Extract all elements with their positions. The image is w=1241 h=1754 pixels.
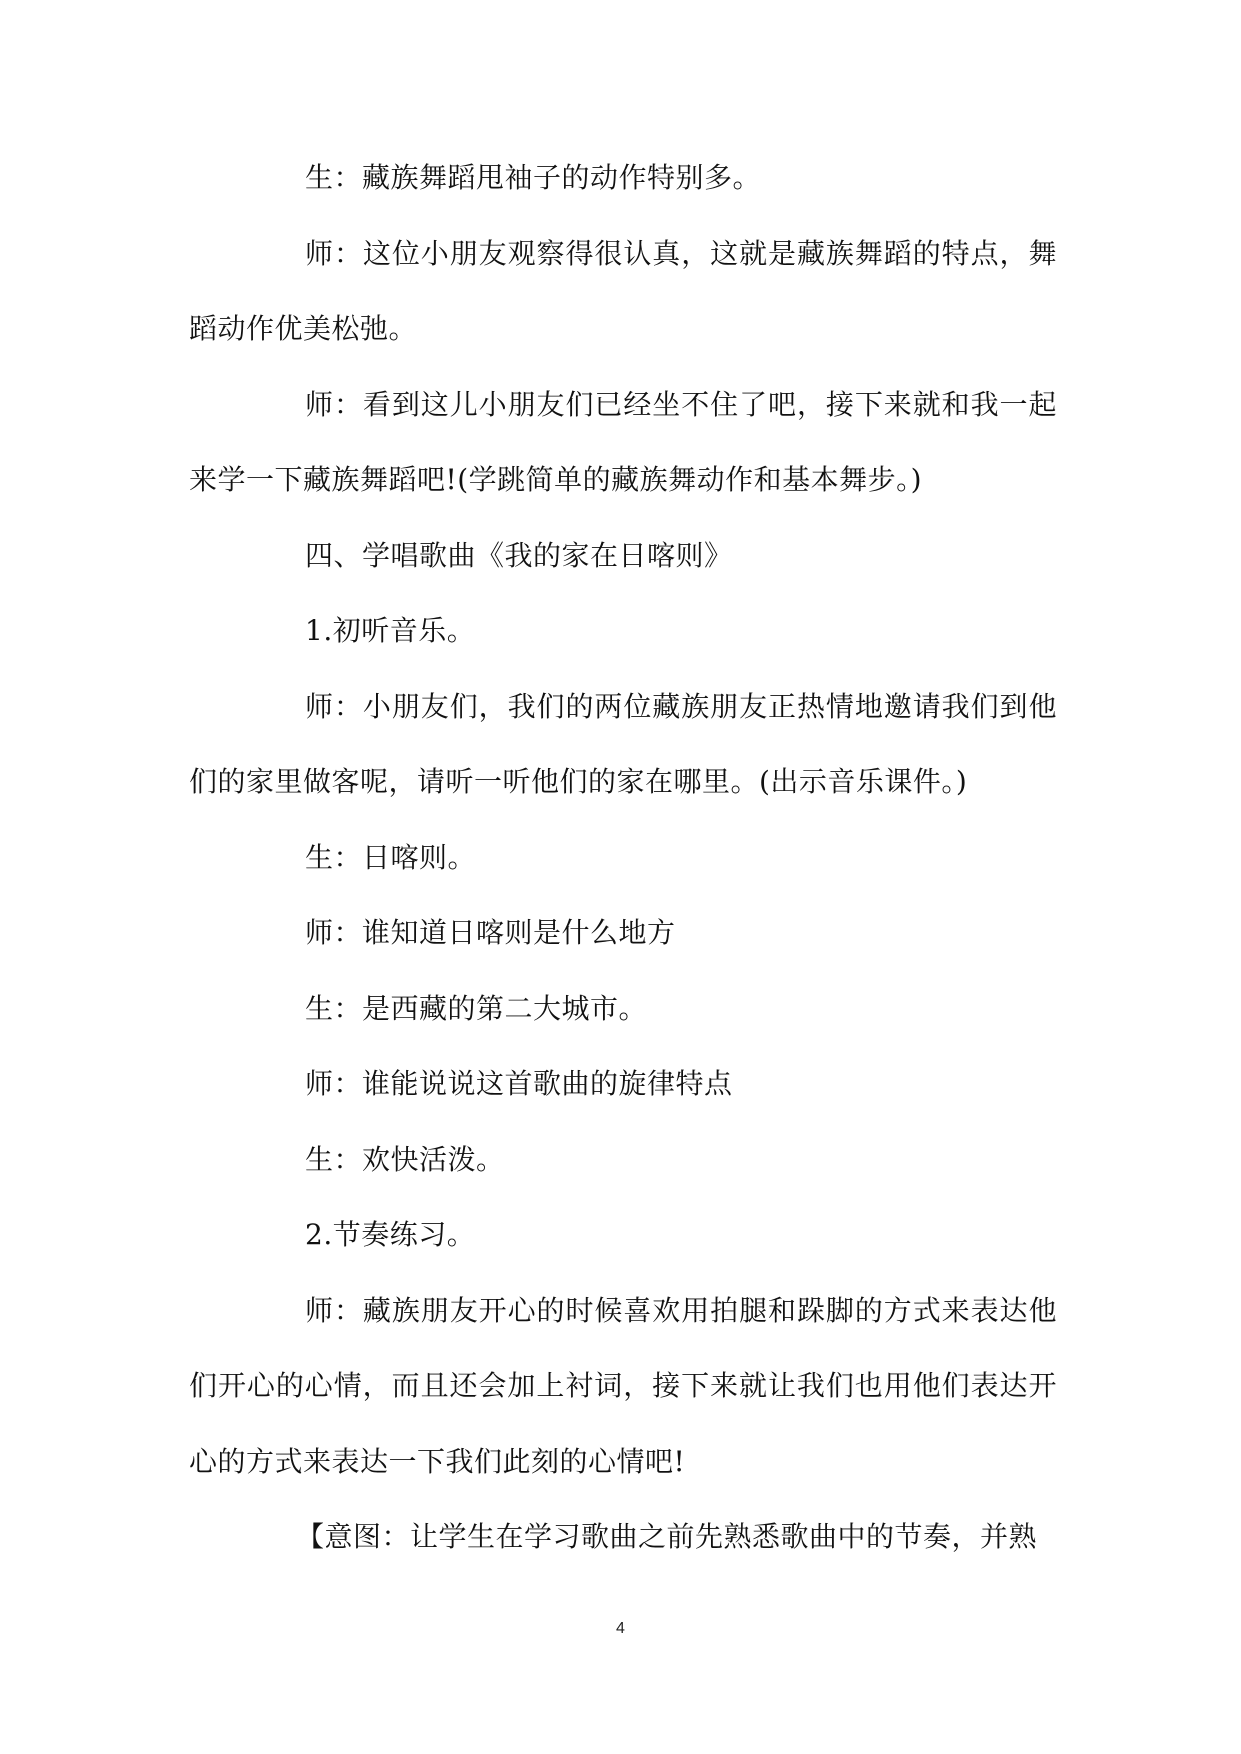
paragraph: 师：谁能说说这首歌曲的旋律特点 <box>305 1067 733 1100</box>
paragraph: 师：藏族朋友开心的时候喜欢用拍腿和跺脚的方式来表达他们开心的心情，而且还会加上衬词，接下来就让我们也用他们表达开心的方式来表达一下我们此刻的心情吧! <box>189 1293 1057 1478</box>
paragraph: 生：是西藏的第二大城市。 <box>305 991 648 1025</box>
intent-note: 【意图：让学生在学习歌曲之前先熟悉歌曲中的节奏，并熟 <box>296 1520 1038 1553</box>
paragraph: 师：这位小朋友观察得很认真，这就是藏族舞蹈的特点，舞蹈动作优美松弛。 <box>189 236 1057 345</box>
step-heading: 2.节奏练习。 <box>305 1218 476 1251</box>
page-number: 4 <box>616 1620 625 1637</box>
paragraph: 师：小朋友们，我们的两位藏族朋友正热情地邀请我们到他们的家里做客呢，请听一听他们的家在哪里。(出示音乐课件。) <box>189 689 1057 798</box>
document-body <box>189 140 1057 1575</box>
paragraph: 师：谁知道日喀则是什么地方 <box>305 916 676 949</box>
section-heading: 四、学唱歌曲《我的家在日喀则》 <box>305 538 733 572</box>
paragraph: 生：藏族舞蹈甩袖子的动作特别多。 <box>305 161 762 194</box>
paragraph: 生：欢快活泼。 <box>305 1142 505 1176</box>
paragraph: 师：看到这儿小朋友们已经坐不住了吧，接下来就和我一起来学一下藏族舞蹈吧!(学跳简单的藏族舞动作和基本舞步。) <box>189 387 1057 496</box>
step-heading: 1.初听音乐。 <box>305 614 476 647</box>
paragraph: 生：日喀则。 <box>305 840 477 874</box>
